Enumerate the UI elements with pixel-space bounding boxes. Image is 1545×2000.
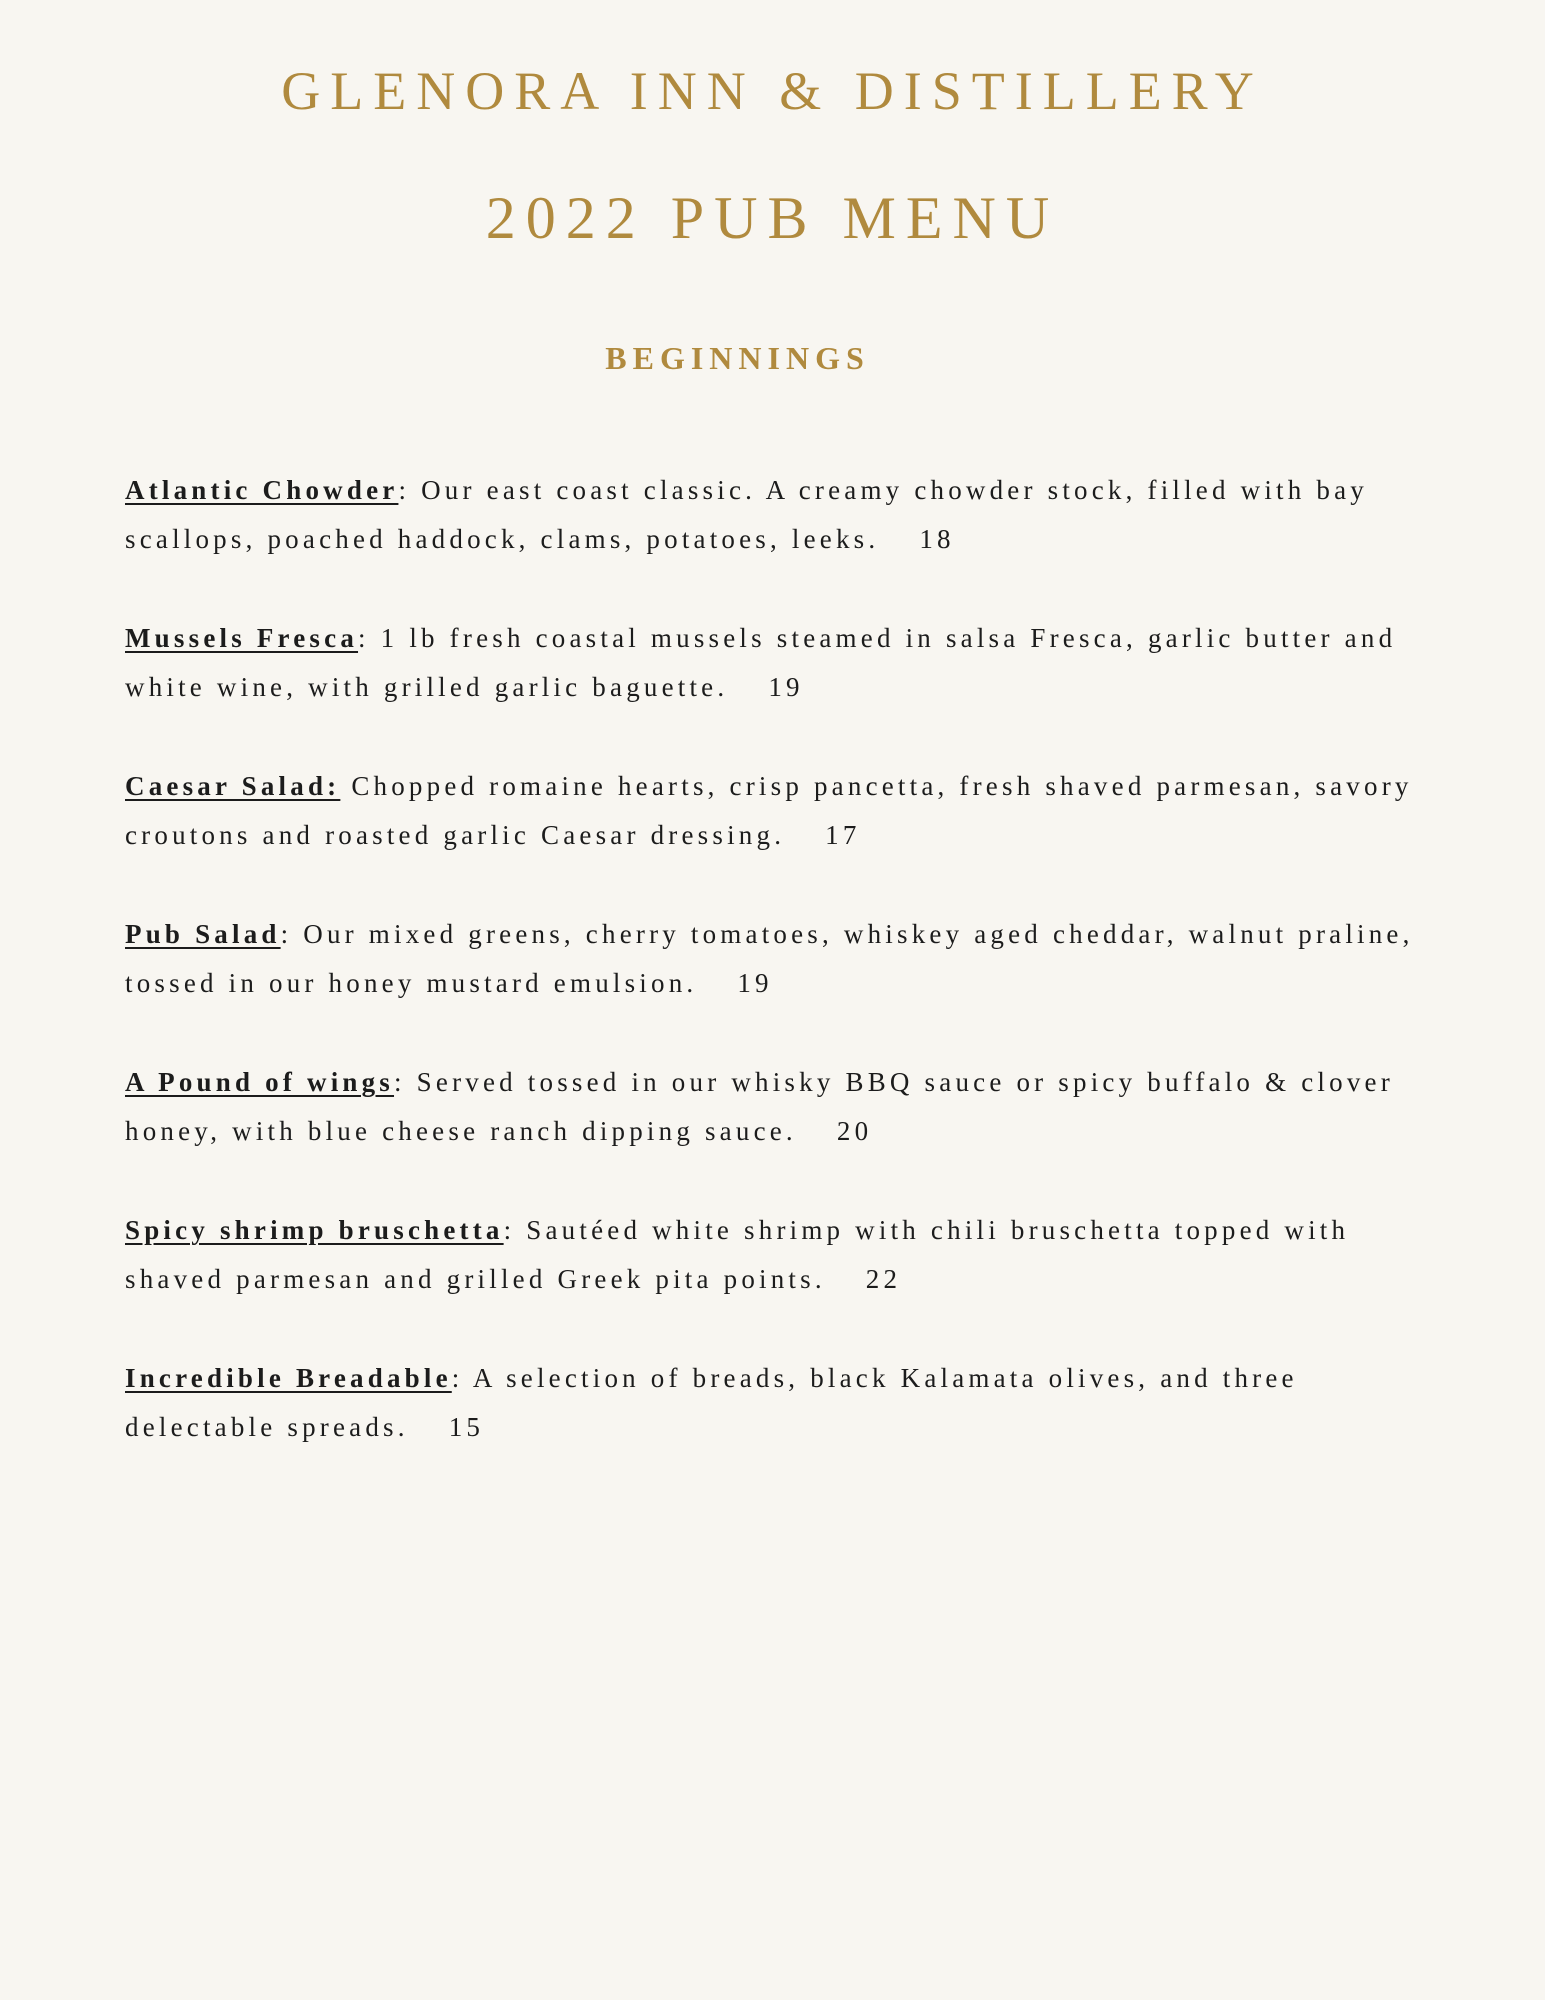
menu-item-name: Atlantic Chowder xyxy=(125,475,399,505)
menu-item xyxy=(125,1058,1455,1156)
menu-item-description: Served tossed in our whisky BBQ sauce or spicy buffalo & clover honey, with blue cheese ranch dipping sauce. xyxy=(125,1067,1394,1146)
menu-item-description: Our east coast classic. A creamy chowder stock, filled with bay scallops, poached haddock, clams, potatoes, leeks. xyxy=(125,475,1368,554)
menu-item-price: 19 xyxy=(737,968,773,998)
menu-item-price: 19 xyxy=(768,672,804,702)
menu-item-price: 20 xyxy=(836,1116,873,1146)
menu-item-price: 17 xyxy=(825,820,861,850)
menu-item-name: Mussels Fresca xyxy=(125,623,359,653)
inn-title: GLENORA INN & DISTILLERY xyxy=(281,61,1264,121)
menu-title: 2022 PUB MENU xyxy=(485,185,1060,251)
menu-item-price: 15 xyxy=(448,1412,485,1442)
menu-item xyxy=(125,762,1455,860)
menu-item-price: 22 xyxy=(865,1264,902,1294)
menu-item-name: A Pound of wings xyxy=(125,1067,395,1097)
menu-item-name: Caesar Salad: xyxy=(125,771,341,801)
menu-list xyxy=(125,466,1455,1502)
menu-item-description: A selection of breads, black Kalamata olives, and three delectable spreads. xyxy=(125,1363,1298,1442)
menu-item-name: Spicy shrimp bruschetta xyxy=(125,1215,504,1245)
menu-item-name: Incredible Breadable xyxy=(125,1363,452,1393)
menu-item xyxy=(125,910,1455,1008)
menu-item-name: Pub Salad xyxy=(125,919,281,949)
menu-item xyxy=(125,614,1455,712)
section-heading-beginnings: BEGINNINGS xyxy=(605,340,870,376)
menu-item-description: Chopped romaine hearts, crisp pancetta, fresh shaved parmesan, savory croutons and roasted garlic Caesar dressing. xyxy=(125,771,1413,850)
menu-item xyxy=(125,1354,1455,1452)
menu-item xyxy=(125,466,1455,564)
menu-item xyxy=(125,1206,1455,1304)
menu-item-description: 1 lb fresh coastal mussels steamed in salsa Fresca, garlic butter and white wine, with grilled garlic baguette. xyxy=(125,623,1397,702)
menu-item-description: Sautéed white shrimp with chili bruschetta topped with shaved parmesan and grilled Greek pita points. xyxy=(125,1215,1350,1294)
menu-item-separator: : xyxy=(394,1067,406,1097)
menu-item-separator: : xyxy=(503,1215,516,1245)
menu-item-separator: : xyxy=(451,1363,464,1393)
menu-item-separator: : xyxy=(358,623,370,653)
menu-item-price: 18 xyxy=(919,524,955,554)
menu-item-separator: : xyxy=(280,919,293,949)
menu-item-description: Our mixed greens, cherry tomatoes, whiskey aged cheddar, walnut praline, tossed in our honey mustard emulsion. xyxy=(125,919,1414,998)
menu-item-separator: : xyxy=(398,475,411,505)
